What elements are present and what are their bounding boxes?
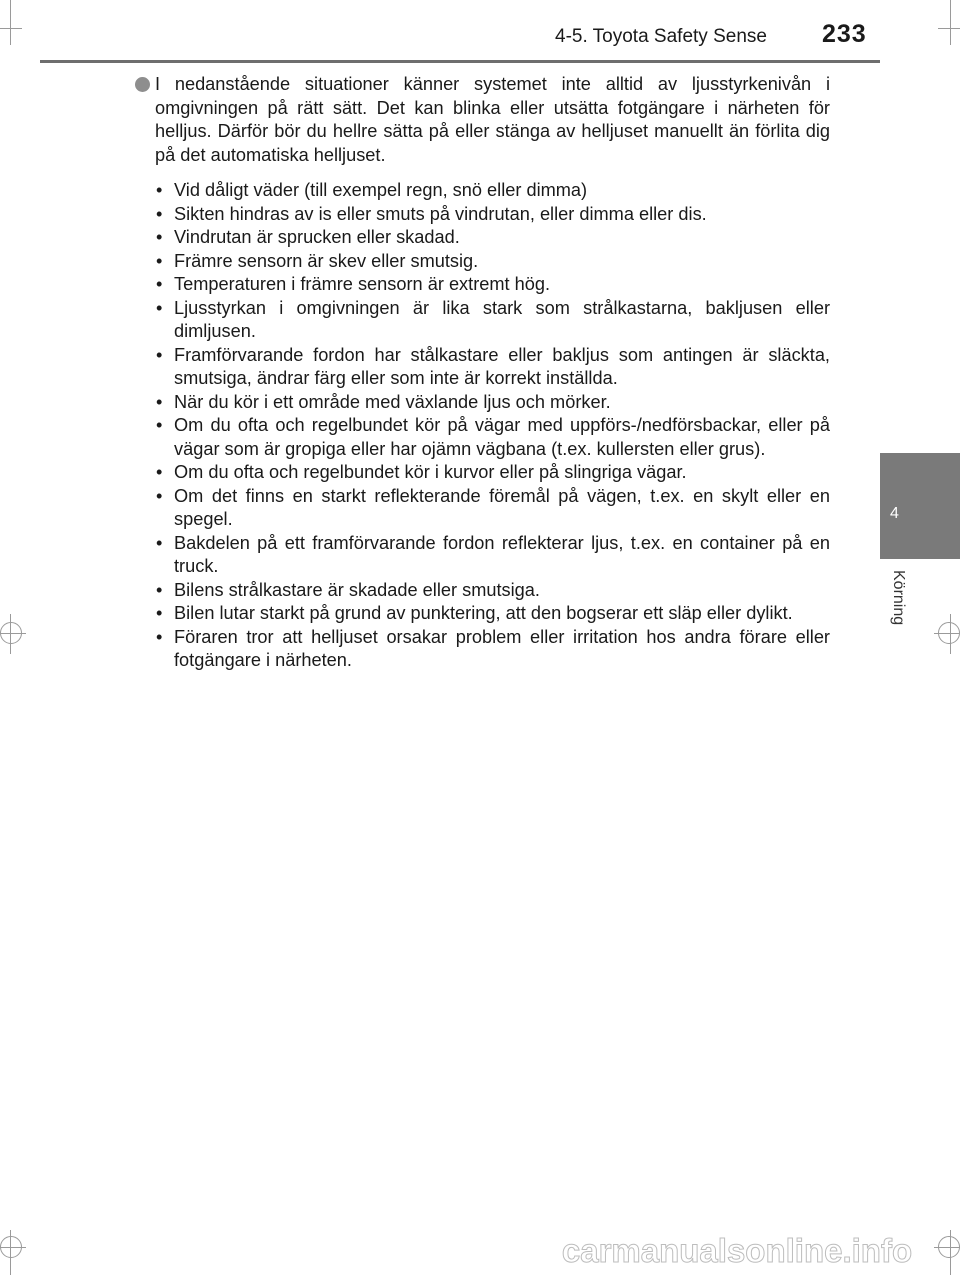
list-item: • Sikten hindras av is eller smuts på vindrutan, eller dimma eller dis.	[156, 203, 707, 224]
list-item: • Vid dåligt väder (till exempel regn, snö eller dimma)	[156, 180, 588, 200]
page-content	[130, 73, 830, 673]
list-item: • Bilen lutar starkt på grund av punktering, att den bogserar ett släp eller dylikt.	[156, 603, 793, 623]
svg-text:carmanualsonline.info: carmanualsonline.info	[561, 1232, 913, 1269]
intro-text: I nedanstående situationer känner systemet inte alltid av ljusstyrkenivån i omgivningen på rätt sätt. Det kan blinka eller utsätta fotgängare i närheten för helljus. Därför bör du hellre sätta på eller stänga av helljuset manuellt än förlita dig på det automatiska helljuset.	[155, 74, 830, 165]
list-item: • Främre sensorn är skev eller smutsig.	[156, 250, 479, 271]
list-item: • Bilens strålkastare är skadade eller smutsiga.	[156, 579, 540, 600]
list-item: • Om det finns en starkt reflekterande föremål på vägen, t.ex. en skylt eller en spegel.	[156, 485, 830, 529]
list-item: • Föraren tror att helljuset orsakar problem eller irritation hos andra förare eller fotgängare i närheten.	[156, 626, 830, 670]
list-item: • Framförvarande fordon har stålkastare eller bakljus som antingen är släckta, smutsiga, ändrar färg eller som inte är korrekt inställda.	[156, 344, 830, 388]
list-item: • Temperaturen i främre sensorn är extremt hög.	[156, 274, 551, 294]
page-number: 233	[822, 20, 867, 48]
intro-paragraph	[130, 73, 830, 167]
watermark	[525, 1232, 950, 1272]
bullet-dot-icon	[135, 77, 150, 92]
list-item: • Vindrutan är sprucken eller skadad.	[156, 227, 460, 247]
list-item: • Bakdelen på ett framförvarande fordon reflekterar ljus, t.ex. en container på en truck.	[156, 532, 830, 576]
list-item: • Ljusstyrkan i omgivningen är lika stark som strålkastarna, bakljusen eller dimljusen.	[156, 297, 830, 341]
section-title: 4-5. Toyota Safety Sense	[555, 26, 767, 47]
condition-list	[130, 179, 830, 673]
header-rule	[40, 60, 880, 63]
list-item: • När du kör i ett område med växlande ljus och mörker.	[156, 391, 611, 412]
chapter-label: Körning	[890, 570, 907, 626]
list-item: • Om du ofta och regelbundet kör på vägar med uppförs-/nedförsbackar, eller på vägar som är gropiga eller har ojämn vägbana (t.ex. kullersten eller grus).	[156, 415, 830, 459]
chapter-number: 4	[890, 505, 899, 522]
list-item: • Om du ofta och regelbundet kör i kurvor eller på slingriga vägar.	[156, 462, 687, 482]
